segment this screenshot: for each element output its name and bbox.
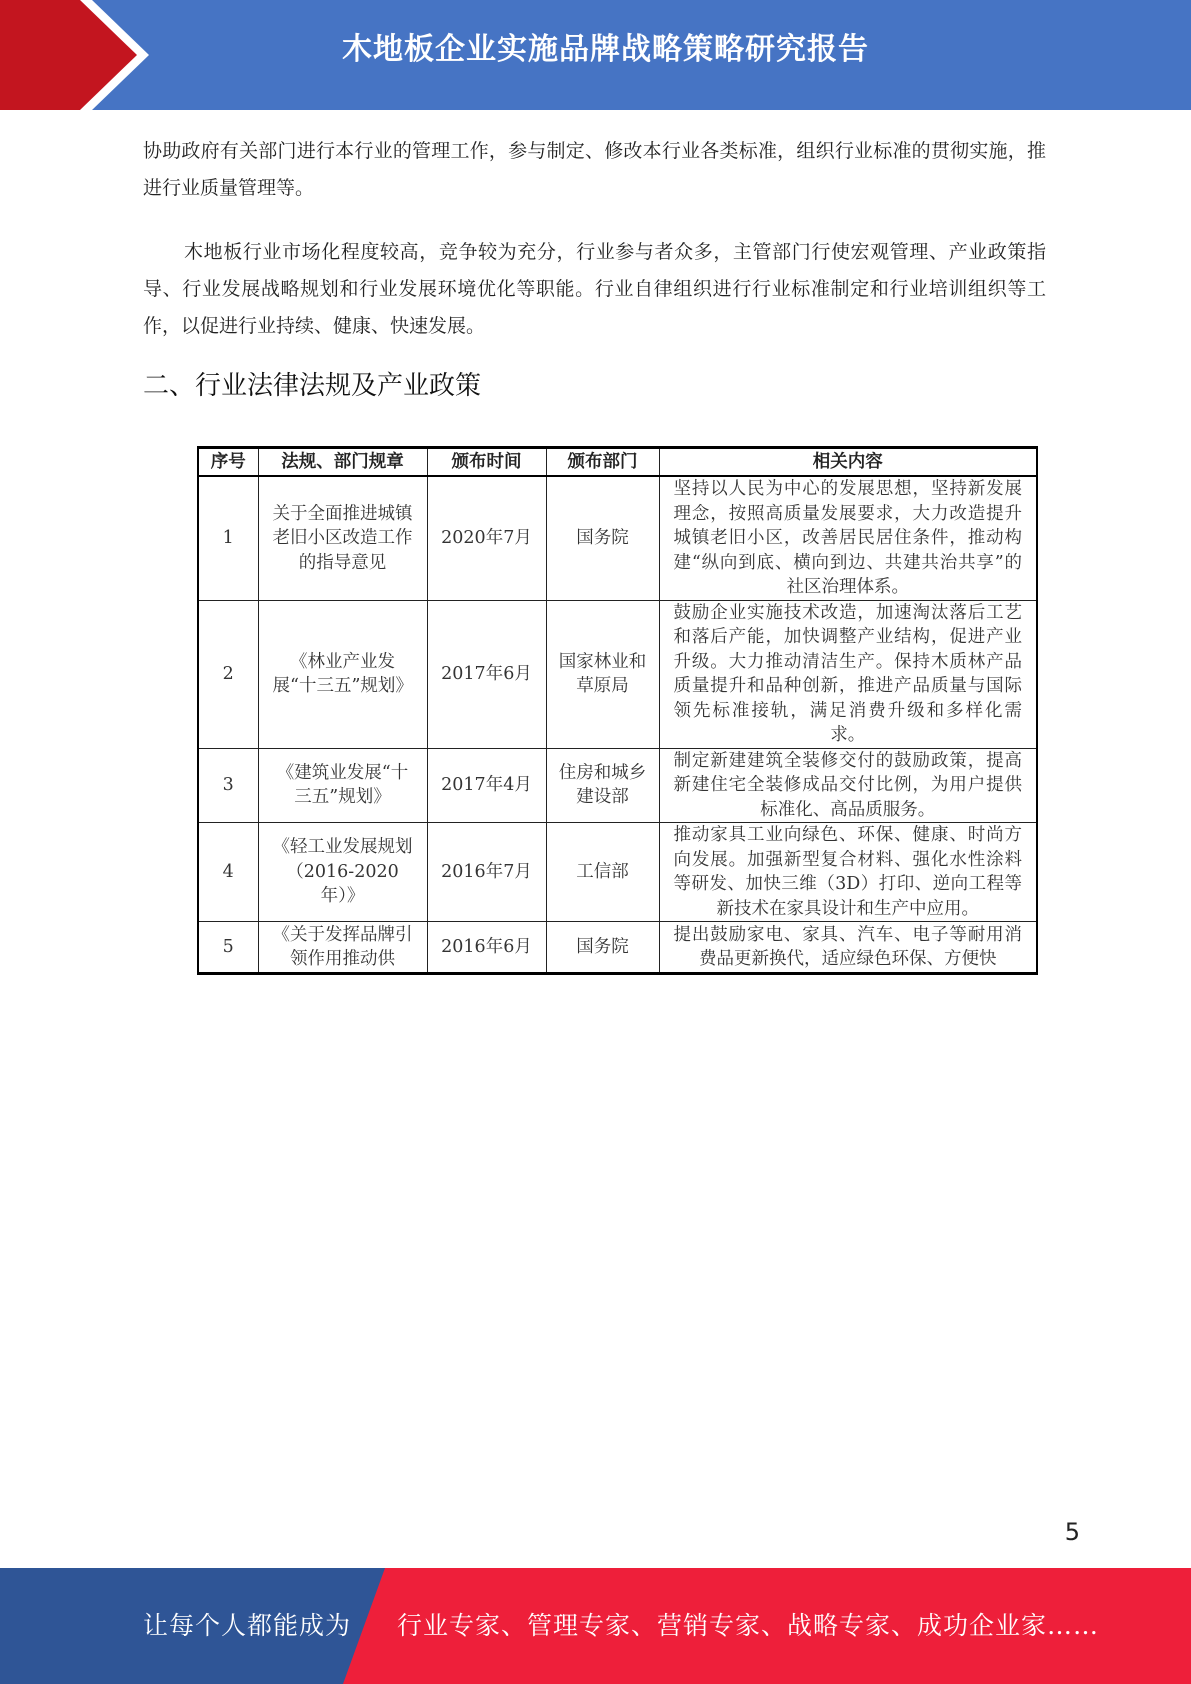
cell-content bbox=[659, 922, 1037, 974]
body-paragraph-2: 木地板行业市场化程度较高，竞争较为充分，行业参与者众多，主管部门行使宏观管理、产业政策指导、行业发展战略规划和行业发展环境优化等职能。行业自律组织进行行业标准制定和行业培训组织等工作，以促进行业持续、健康、快速发展。 bbox=[143, 241, 1046, 337]
cell-law: 关于全面推进城镇老旧小区改造工作的指导意见 bbox=[258, 476, 427, 600]
cell-date: 2017年4月 bbox=[427, 748, 546, 823]
cell-dept: 国务院 bbox=[546, 476, 659, 600]
column-header-no: 序号 bbox=[198, 448, 258, 477]
cell-no: 1 bbox=[198, 476, 258, 600]
cell-law: 《轻工业发展规划（2016-2020年）》 bbox=[258, 823, 427, 922]
column-header-content: 相关内容 bbox=[659, 448, 1037, 477]
cell-no: 3 bbox=[198, 748, 258, 823]
column-header-law: 法规、部门规章 bbox=[258, 448, 427, 477]
cell-date: 2017年6月 bbox=[427, 600, 546, 748]
table-row bbox=[198, 476, 1037, 600]
cell-content: 推动家具工业向绿色、环保、健康、时尚方向发展。加强新型复合材料、强化水性涂料等研发、加快三维（3D）打印、逆向工程等新技术在家具设计和生产中应用。 bbox=[659, 823, 1037, 922]
cell-law bbox=[258, 922, 427, 974]
policy-table bbox=[197, 446, 1038, 975]
cell-no: 5 bbox=[198, 922, 258, 974]
cell-date: 2016年6月 bbox=[427, 922, 546, 974]
cell-dept: 住房和城乡建设部 bbox=[546, 748, 659, 823]
cell-law: 《建筑业发展“十三五”规划》 bbox=[258, 748, 427, 823]
cell-no: 2 bbox=[198, 600, 258, 748]
page-header bbox=[0, 0, 1191, 110]
table-row bbox=[198, 600, 1037, 748]
cell-content: 鼓励企业实施技术改造，加速淘汰落后工艺和落后产能，加快调整产业结构，促进产业升级。大力推动清洁生产。保持木质林产品质量提升和品种创新，推进产品质量与国际领先标准接轨，满足消费升级和多样化需求。 bbox=[659, 600, 1037, 748]
page-number: 5 bbox=[1064, 1518, 1080, 1546]
report-title: 木地板企业实施品牌战略策略研究报告 bbox=[342, 32, 869, 67]
cell-law: 《林业产业发展“十三五”规划》 bbox=[258, 600, 427, 748]
footer-slogan-right: 行业专家、管理专家、营销专家、战略专家、成功企业家…… bbox=[397, 1611, 1100, 1640]
cell-law-text: 《关于发挥品牌引领作用推动供 bbox=[272, 924, 413, 969]
cell-content: 制定新建建筑全装修交付的鼓励政策，提高新建住宅全装修成品交付比例，为用户提供标准化、高品质服务。 bbox=[659, 748, 1037, 823]
section-heading: 二、行业法律法规及产业政策 bbox=[143, 371, 482, 401]
cell-content-text: 提出鼓励家电、家具、汽车、电子等耐用消费品更新换代，适应绿色环保、方便快 bbox=[673, 924, 1022, 969]
cell-dept: 国务院 bbox=[546, 922, 659, 974]
table-header-row bbox=[198, 448, 1037, 477]
cell-no: 4 bbox=[198, 823, 258, 922]
cell-date: 2016年7月 bbox=[427, 823, 546, 922]
column-header-date: 颁布时间 bbox=[427, 448, 546, 477]
cell-date: 2020年7月 bbox=[427, 476, 546, 600]
column-header-dept: 颁布部门 bbox=[546, 448, 659, 477]
cell-content: 坚持以人民为中心的发展思想，坚持新发展理念，按照高质量发展要求，大力改造提升城镇老旧小区，改善居民居住条件，推动构建“纵向到底、横向到边、共建共治共享”的社区治理体系。 bbox=[659, 476, 1037, 600]
cell-dept: 工信部 bbox=[546, 823, 659, 922]
body-paragraph-1: 协助政府有关部门进行本行业的管理工作，参与制定、修改本行业各类标准，组织行业标准的贯彻实施，推进行业质量管理等。 bbox=[143, 140, 1046, 199]
table-row bbox=[198, 748, 1037, 823]
table-row bbox=[198, 823, 1037, 922]
page-footer bbox=[0, 1568, 1191, 1684]
cell-dept: 国家林业和草原局 bbox=[546, 600, 659, 748]
footer-slogan-left: 让每个人都能成为 bbox=[143, 1611, 352, 1640]
table-row bbox=[198, 922, 1037, 974]
